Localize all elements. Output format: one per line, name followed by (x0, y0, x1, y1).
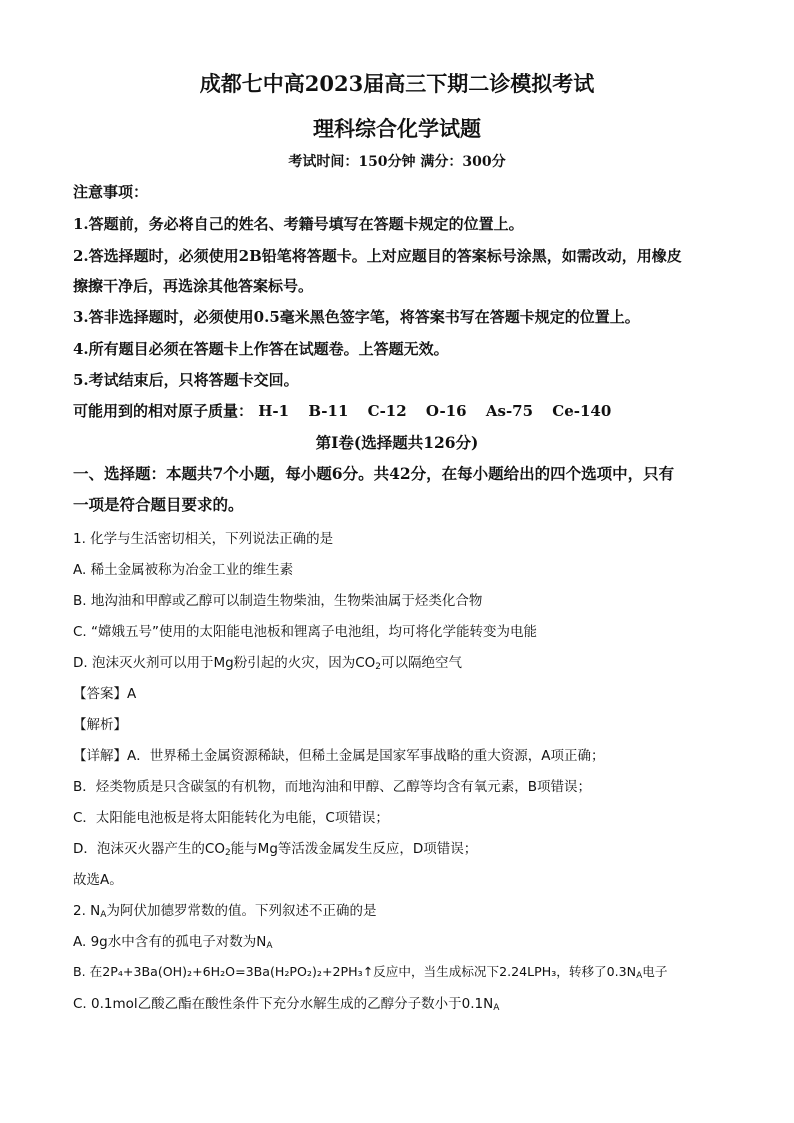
note-item-4: 4.所有题目必须在答题卡上作答在试题卷。上答题无效。 (73, 340, 449, 358)
q2-option-a (73, 930, 273, 950)
q1-option-c: C. “嫦娥五号”使用的太阳能电池板和锂离子电池组，均可将化学能转变为电能 (73, 624, 537, 640)
atomic-mass-c: C-12 (367, 402, 407, 420)
exam-title: 成都七中高2023届高三下期二诊模拟考试 (199, 71, 595, 96)
note-item-5: 5.考试结束后，只将答题卡交回。 (73, 371, 299, 389)
q1-detail-d (73, 837, 477, 857)
note-item-3: 3.答非选择题时，必须使用0.5毫米黑色签字笔，将答案书写在答题卡规定的位置上。 (73, 308, 640, 326)
q1-option-d-tail: 可以隔绝空气 (380, 655, 462, 671)
q2-stem (73, 899, 376, 919)
q2-stem-text: 2. N (73, 903, 101, 919)
q1-option-d (73, 651, 462, 671)
q2-option-b-text: B. 在2P₄+3Ba(OH)₂+6H₂O=3Ba(H₂PO₂)₂+2PH₃↑反应中，当生成标况下2.24LPH₃，转移了0.3N (73, 964, 637, 979)
q2-option-a-sub: A (266, 941, 273, 951)
atomic-mass-o: O-16 (425, 402, 467, 420)
q1-detail-a: 【详解】A．世界稀土金属资源稀缺，但稀土金属是国家军事战略的重大资源，A项正确； (73, 748, 605, 764)
q1-detail-c: C．太阳能电池板是将太阳能转化为电能，C项错误； (73, 810, 389, 826)
q1-detail-d-tail: 能与Mg等活泼金属发生反应，D项错误； (230, 841, 478, 857)
q1-option-b: B. 地沟油和甲醇或乙醇可以制造生物柴油，生物柴油属于烃类化合物 (73, 593, 483, 609)
q2-stem-tail: 为阿伏加德罗常数的值。下列叙述不正确的是 (106, 903, 377, 919)
atomic-mass-as: As-75 (485, 402, 534, 420)
exam-subtitle: 理科综合化学试题 (313, 116, 481, 141)
q1-conclusion: 故选A。 (73, 872, 123, 888)
exam-time-info: 考试时间：150分钟 满分：300分 (288, 154, 506, 170)
section-instruction-2: 一项是符合题目要求的。 (73, 495, 244, 514)
q2-option-c (73, 992, 499, 1012)
atomic-masses (73, 400, 625, 421)
q1-option-d-sub: 2 (375, 662, 381, 672)
q1-analysis: 【解析】 (73, 717, 127, 733)
q1-option-a: A. 稀土金属被称为冶金工业的维生素 (73, 562, 294, 578)
q2-option-b-sub: A (636, 971, 643, 981)
part-title: 第Ⅰ卷(选择题共126分) (315, 433, 479, 452)
q1-detail-d-text: D．泡沫灭火器产生的CO (73, 841, 225, 857)
q2-option-b (73, 961, 667, 980)
q2-option-a-text: A. 9g水中含有的孤电子对数为N (73, 934, 267, 950)
note-item-1: 1.答题前，务必将自己的姓名、考籍号填写在答题卡规定的位置上。 (73, 215, 524, 233)
q1-detail-b: B．烃类物质是只含碳氢的有机物，而地沟油和甲醇、乙醇等均含有氧元素，B项错误； (73, 779, 592, 795)
note-item-2: 2.答选择题时，必须使用2B铅笔将答题卡。上对应题目的答案标号涂黑，如需改动，用橡皮 (73, 247, 682, 265)
q1-stem: 1. 化学与生活密切相关，下列说法正确的是 (73, 531, 334, 547)
atomic-mass-b: B-11 (308, 402, 349, 420)
note-item-2-cont: 擦擦干净后，再选涂其他答案标号。 (73, 277, 314, 295)
atomic-mass-label: 可能用到的相对原子质量： (73, 402, 254, 420)
q1-detail-d-sub: 2 (224, 848, 231, 858)
q2-stem-sub: A (100, 910, 107, 920)
section-instruction-1: 一、选择题：本题共7个小题，每小题6分。共42分，在每小题给出的四个选项中，只有 (73, 464, 675, 483)
atomic-mass-ce: Ce-140 (552, 402, 612, 420)
q2-option-c-sub: A (493, 1003, 500, 1013)
q2-option-b-tail: 电子 (642, 964, 668, 979)
atomic-mass-h: H-1 (258, 402, 290, 420)
q1-option-d-text: D. 泡沫灭火剂可以用于Mg粉引起的火灾，因为CO (73, 655, 376, 671)
q2-option-c-text: C. 0.1mol乙酸乙酯在酸性条件下充分水解生成的乙醇分子数小于0.1N (73, 996, 494, 1012)
notes-heading: 注意事项： (73, 183, 149, 201)
q1-answer: 【答案】A (73, 686, 137, 702)
